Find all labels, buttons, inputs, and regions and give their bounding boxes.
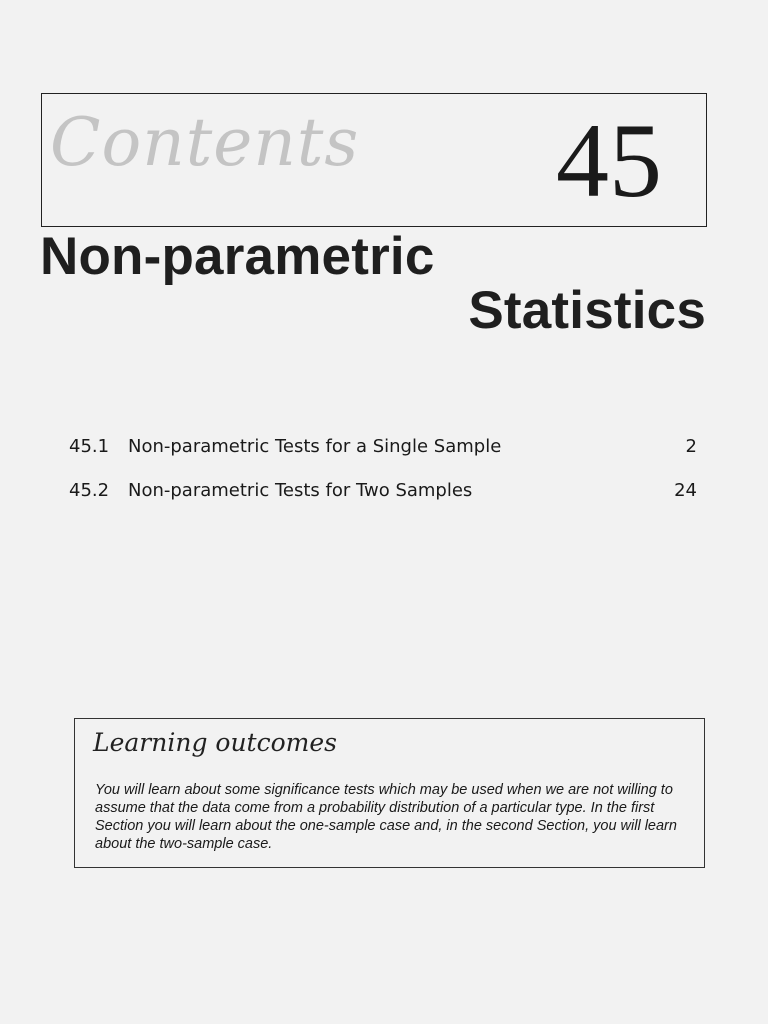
- toc-entry-number: 45.1: [69, 436, 110, 457]
- toc-entry-title: Non-parametric Tests for Two Samples: [128, 480, 473, 501]
- learning-outcomes-text: You will learn about some significance tests which may be used when we are not willing to assume that the data come from a probability distribution of a particular type. In the first Section you will learn about the one-sample case and, in the second Section, you will learn about the two-sample case.: [95, 782, 677, 852]
- page-title-line2: Statistics: [468, 281, 706, 340]
- learning-outcomes-box: [74, 718, 705, 868]
- chapter-number: 45: [556, 102, 662, 219]
- page-title-line1: Non-parametric: [40, 227, 435, 286]
- toc-entry[interactable]: [69, 480, 697, 524]
- table-of-contents: [69, 436, 697, 524]
- contents-label: Contents: [50, 104, 360, 181]
- toc-entry-number: 45.2: [69, 480, 110, 501]
- toc-entry-page: 2: [685, 436, 697, 457]
- contents-header-box: [41, 93, 707, 227]
- learning-outcomes-heading: Learning outcomes: [93, 728, 337, 757]
- toc-entry-page: 24: [674, 480, 697, 501]
- toc-entry-title: Non-parametric Tests for a Single Sample: [128, 436, 502, 457]
- toc-entry[interactable]: [69, 436, 697, 480]
